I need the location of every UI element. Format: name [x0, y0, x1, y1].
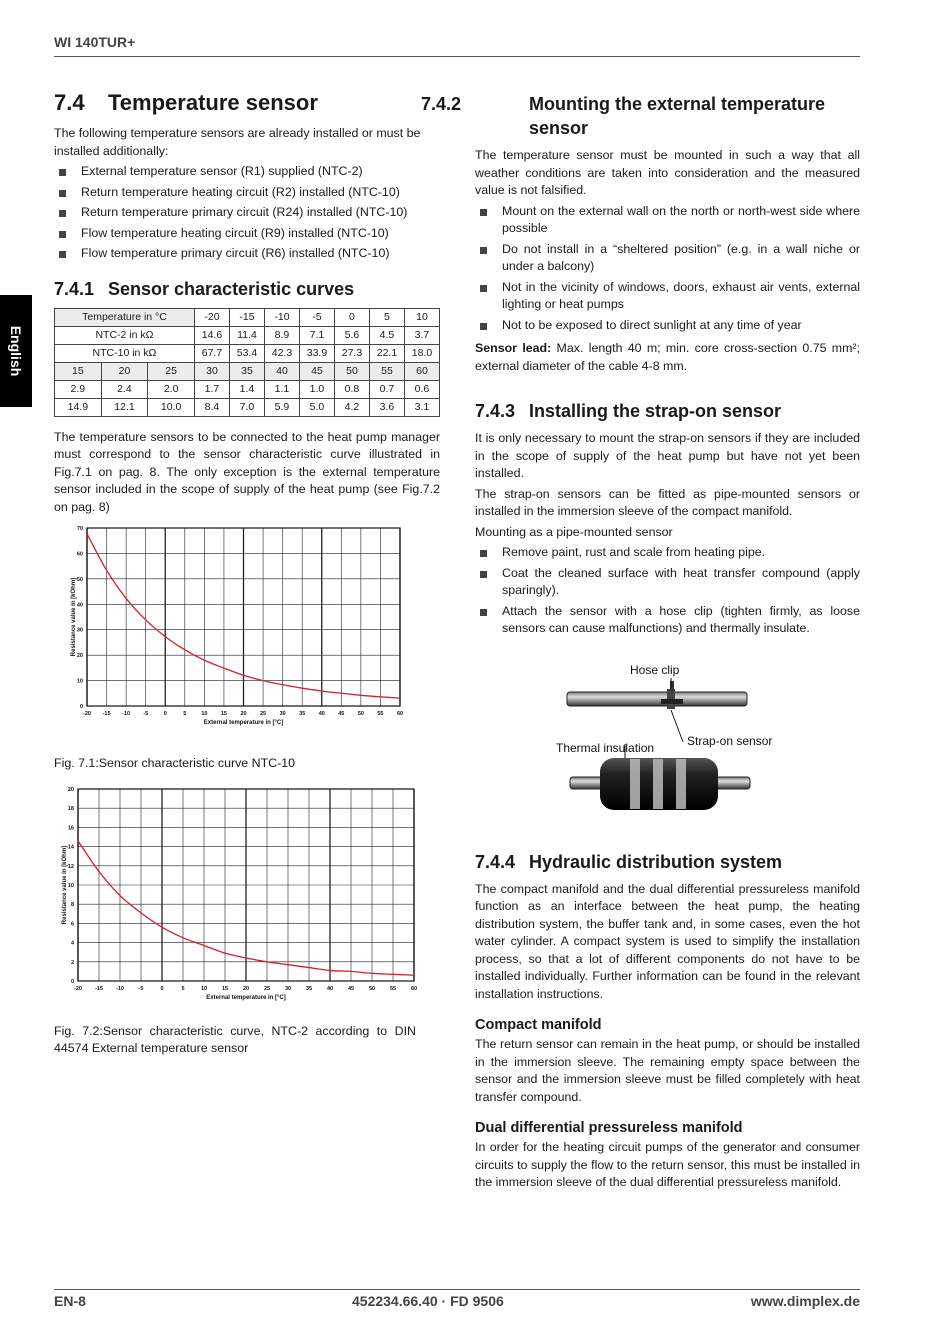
- y-tick-label: 14: [67, 844, 74, 851]
- table-cell: 1.0: [299, 380, 334, 398]
- section-number: 7.4.1: [54, 278, 95, 299]
- y-tick-label: 60: [76, 551, 83, 558]
- table-cell: 0.6: [404, 380, 439, 398]
- x-tick-label: 35: [305, 985, 313, 992]
- section-number: 7.4: [54, 90, 85, 115]
- hose-clip-label: Hose clip: [630, 662, 680, 677]
- table-cell: -10: [264, 308, 299, 326]
- table-cell: 3.7: [404, 326, 439, 344]
- table-cell: 10: [404, 308, 439, 326]
- table-cell: 45: [299, 362, 334, 380]
- table-cell: 25: [148, 362, 195, 380]
- list-item: Flow temperature heating circuit (R9) installed (NTC-10): [54, 225, 440, 243]
- table-cell: 35: [229, 362, 264, 380]
- table-cell: 1.4: [229, 380, 264, 398]
- table-cell: 5.9: [264, 398, 299, 416]
- table-cell: 22.1: [369, 344, 404, 362]
- table-cell: -5: [299, 308, 334, 326]
- x-tick-label: 55: [377, 711, 384, 717]
- table-cell: 8.4: [194, 398, 229, 416]
- y-tick-label: 8: [70, 901, 74, 908]
- x-tick-label: 40: [326, 985, 334, 992]
- table-cell: 4.5: [369, 326, 404, 344]
- language-tab: [0, 295, 32, 407]
- table-cell: 50: [334, 362, 369, 380]
- list-item: Mount on the external wall on the north or north-west side where possible: [475, 203, 860, 238]
- list-item: Return temperature primary circuit (R24) installed (NTC-10): [54, 204, 440, 222]
- list-item: Coat the cleaned surface with heat transfer compound (apply sparingly).: [475, 565, 860, 600]
- section-title: Installing the strap-on sensor: [529, 401, 782, 421]
- sensor-lead-note: [475, 340, 860, 375]
- y-tick-label: 20: [67, 786, 74, 793]
- table-cell: 0: [334, 308, 369, 326]
- table-cell: 2.9: [55, 380, 102, 398]
- list-item: Not in the vicinity of windows, doors, exhaust air vents, external lighting or heat pumps: [475, 279, 860, 314]
- y-tick-label: 70: [76, 526, 83, 532]
- x-axis-label: External temperature in [°C]: [203, 720, 284, 726]
- section-number: 7.4.4: [475, 851, 516, 872]
- table-cell: 30: [194, 362, 229, 380]
- x-tick-label: 20: [240, 711, 247, 717]
- strap-on-sensor-label: Strap-on sensor: [687, 733, 773, 748]
- x-tick-label: -5: [143, 711, 149, 717]
- y-axis-label: Resistance value in [kOhm]: [71, 577, 77, 657]
- list-item: Flow temperature primary circuit (R6) installed (NTC-10): [54, 245, 440, 263]
- curve-description: The temperature sensors to be connected to the heat pump manager must correspond to the sensor characteristic curve illustrated in Fig.7.1 on pag. 8. The only exception is the external temperature sensor included in the scope of supply of the heat pump (see Fig.7.2 on pag. 8): [54, 429, 440, 514]
- pipe-with-hose-clip: [567, 681, 747, 709]
- x-tick-label: 0: [163, 711, 167, 717]
- y-tick-label: 10: [67, 882, 74, 889]
- table-row: [55, 362, 440, 380]
- table-cell: 12.1: [101, 398, 148, 416]
- y-tick-label: 10: [76, 678, 83, 685]
- strap-on-sensor-illustration: [475, 652, 860, 830]
- document-number: 452234.66.40 · FD 9506: [352, 1293, 504, 1309]
- page-number: EN-8: [54, 1293, 86, 1309]
- sensor-lead-text: Max. length 40 m; min. core cross-section 0.75 mm²; external diameter of the cable 4-8 mm.: [475, 341, 860, 373]
- y-tick-label: 40: [76, 602, 83, 609]
- table-cell: 3.6: [369, 398, 404, 416]
- x-tick-label: 55: [389, 985, 397, 992]
- x-tick-label: -15: [102, 711, 111, 717]
- x-tick-label: 25: [260, 711, 267, 717]
- language-tab-label: English: [8, 325, 24, 377]
- table-cell: 55: [369, 362, 404, 380]
- table-cell: 1.1: [264, 380, 299, 398]
- x-tick-label: 40: [318, 711, 325, 717]
- section-7-4-intro: The following temperature sensors are already installed or must be installed additionally:: [54, 126, 421, 158]
- x-tick-label: -10: [122, 711, 131, 717]
- insulated-pipe: [570, 758, 750, 810]
- section-title: Temperature sensor: [108, 90, 318, 115]
- table-row: [55, 398, 440, 416]
- x-tick-label: 25: [263, 985, 271, 992]
- ntc10-curve-chart: [54, 524, 414, 729]
- x-tick-label: 10: [201, 711, 208, 717]
- table-cell: 67.7: [194, 344, 229, 362]
- x-tick-label: 35: [299, 711, 306, 717]
- table-cell: 33.9: [299, 344, 334, 362]
- figure-7-2-caption: Fig. 7.2:Sensor characteristic curve, NTC-2 according to DIN 44574 External temperature sensor: [54, 1023, 416, 1055]
- y-tick-label: 6: [70, 920, 74, 927]
- table-cell: 42.3: [264, 344, 299, 362]
- x-tick-label: -15: [95, 985, 103, 992]
- table-cell: 15: [55, 362, 102, 380]
- strap-on-para-3: Mounting as a pipe-mounted sensor: [475, 524, 673, 539]
- compact-manifold-heading: Compact manifold: [475, 1017, 602, 1033]
- figure-7-1-caption: Fig. 7.1:Sensor characteristic curve NTC-10: [54, 756, 296, 770]
- table-cell: 0.7: [369, 380, 404, 398]
- y-tick-label: 18: [67, 805, 74, 812]
- y-tick-label: 4: [70, 940, 74, 947]
- table-row: [55, 308, 440, 326]
- compact-manifold-para: The return sensor can remain in the heat pump, or should be installed in the immersion sleeve. The remaining empty space between the sensor and the immersion sleeve must be filled completely with heat transfer compound.: [475, 1037, 860, 1104]
- strap-on-list: [475, 544, 860, 638]
- list-item: Remove paint, rust and scale from heating pipe.: [475, 544, 860, 562]
- x-tick-label: 60: [396, 711, 404, 717]
- x-tick-label: 50: [368, 985, 376, 992]
- dual-manifold-para: In order for the heating circuit pumps of the generator and consumer circuits to supply the flow to the return sensor, this must be installed in the immersion sleeve of the dual differential pressureless manifold.: [475, 1140, 860, 1189]
- table-cell: NTC-2 in kΩ: [55, 326, 195, 344]
- x-tick-label: 0: [160, 985, 164, 992]
- table-cell: 7.1: [299, 326, 334, 344]
- table-cell: NTC-10 in kΩ: [55, 344, 195, 362]
- list-item: Return temperature heating circuit (R2) installed (NTC-10): [54, 184, 440, 202]
- list-item: Do not install in a “sheltered position” (e.g. in a wall niche or under a balcony): [475, 241, 860, 276]
- y-tick-label: 0: [70, 978, 74, 985]
- section-7-4-1-heading: [54, 277, 440, 301]
- list-item: Not to be exposed to direct sunlight at any time of year: [475, 317, 860, 335]
- list-item: Attach the sensor with a hose clip (tighten firmly, as loose sensors can cause malfunctions) and thermally insulate.: [475, 603, 860, 638]
- table-cell: 40: [264, 362, 299, 380]
- section-title: Hydraulic distribution system: [529, 851, 783, 872]
- section-7-4-heading: [54, 90, 440, 116]
- section-number: 7.4.3: [475, 401, 516, 421]
- table-cell: 53.4: [229, 344, 264, 362]
- mounting-list: [475, 203, 860, 335]
- x-tick-label: 15: [220, 711, 227, 717]
- table-cell: 3.1: [404, 398, 439, 416]
- table-cell: 14.6: [194, 326, 229, 344]
- table-cell: 5.6: [334, 326, 369, 344]
- dual-manifold-heading: Dual differential pressureless manifold: [475, 1120, 743, 1136]
- y-tick-label: 20: [76, 653, 83, 660]
- header-rule: [54, 56, 860, 57]
- section-title: Sensor characteristic curves: [108, 278, 355, 299]
- table-cell: 2.4: [101, 380, 148, 398]
- section-number: 7.4.2: [421, 94, 462, 114]
- document-header: WI 140TUR+: [54, 34, 136, 50]
- table-row: [55, 344, 440, 362]
- y-tick-label: 12: [67, 863, 74, 870]
- sensor-lead-label: Sensor lead:: [475, 341, 552, 355]
- y-tick-label: 30: [76, 627, 83, 634]
- x-tick-label: 45: [338, 711, 345, 717]
- sensor-characteristic-table: [54, 308, 440, 417]
- section-7-4-4-heading: [475, 850, 860, 874]
- x-axis-label: External temperature in [°C]: [206, 994, 286, 1001]
- y-tick-label: 16: [67, 824, 74, 831]
- table-cell: 5: [369, 308, 404, 326]
- table-cell: 5.0: [299, 398, 334, 416]
- x-tick-label: 5: [181, 985, 185, 992]
- website-link: www.dimplex.de: [750, 1293, 860, 1309]
- table-cell: 4.2: [334, 398, 369, 416]
- table-row: [55, 326, 440, 344]
- strap-on-para-2: The strap-on sensors can be fitted as pipe-mounted sensors or installed in the immersion sleeve of the compact manifold.: [475, 486, 860, 518]
- x-tick-label: 5: [183, 711, 187, 717]
- sensor-list: [54, 163, 440, 263]
- table-cell: 2.0: [148, 380, 195, 398]
- x-tick-label: -20: [74, 985, 82, 992]
- table-cell: 7.0: [229, 398, 264, 416]
- y-tick-label: 50: [76, 576, 83, 583]
- x-tick-label: 45: [347, 985, 355, 992]
- table-cell: 60: [404, 362, 439, 380]
- footer-rule: [54, 1289, 860, 1290]
- ntc2-curve-chart: [54, 783, 424, 1003]
- x-tick-label: -20: [83, 711, 91, 717]
- table-cell: -15: [229, 308, 264, 326]
- x-tick-label: 50: [357, 711, 364, 717]
- y-tick-label: 0: [79, 704, 83, 710]
- table-cell: 0.8: [334, 380, 369, 398]
- y-tick-label: 2: [70, 959, 74, 966]
- table-cell: 20: [101, 362, 148, 380]
- x-tick-label: 60: [410, 985, 418, 992]
- table-cell: 18.0: [404, 344, 439, 362]
- x-tick-label: 30: [284, 985, 292, 992]
- x-tick-label: 15: [221, 985, 229, 992]
- table-cell: 10.0: [148, 398, 195, 416]
- section-7-4-2-intro: The temperature sensor must be mounted in such a way that all weather conditions are taken into consideration and the measured value is not falsified.: [475, 148, 860, 197]
- table-cell: Temperature in °C: [55, 308, 195, 326]
- strap-on-para-1: It is only necessary to mount the strap-on sensors if they are included in the scope of supply of the heat pump but have not yet been installed.: [475, 431, 860, 480]
- x-tick-label: 10: [200, 985, 208, 992]
- x-tick-label: 20: [242, 985, 250, 992]
- table-row: [55, 380, 440, 398]
- list-item: External temperature sensor (R1) supplied (NTC-2): [54, 163, 440, 181]
- y-axis-label: Resistance value in [kOhm]: [62, 845, 68, 924]
- section-title: Mounting the external temperature sensor: [529, 94, 826, 138]
- left-column: [54, 90, 440, 1058]
- thermal-insulation-label: Thermal insulation: [556, 740, 655, 755]
- x-tick-label: -10: [116, 985, 124, 992]
- section-7-4-2-heading: [421, 92, 860, 140]
- table-cell: 1.7: [194, 380, 229, 398]
- table-cell: 8.9: [264, 326, 299, 344]
- x-tick-label: 30: [279, 711, 286, 717]
- table-cell: -20: [194, 308, 229, 326]
- section-7-4-3-heading: [475, 399, 860, 423]
- table-cell: 14.9: [55, 398, 102, 416]
- table-cell: 27.3: [334, 344, 369, 362]
- x-tick-label: -5: [138, 985, 144, 992]
- hydraulic-para: The compact manifold and the dual differential pressureless manifold function as an interface between the heat pump, the heating distribution system, the buffer tank and, in some cases, even the hot water cylinder. A compact system is used to simplify the installation process, so that a lot of different components do not have to be installed individually. Further information can be found in the relevant installation instructions.: [475, 881, 860, 1001]
- table-cell: 11.4: [229, 326, 264, 344]
